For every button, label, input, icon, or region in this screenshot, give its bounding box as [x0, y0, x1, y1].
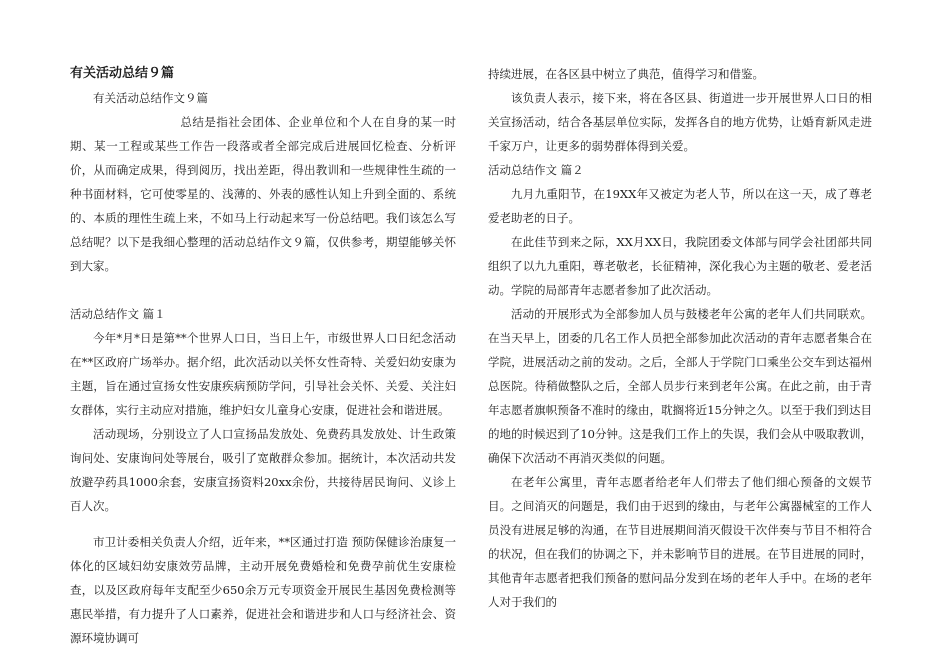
section2-paragraph-1: 九月九重阳节，在19XX年又被定为老人节，所以在这一天，成了尊老爱老助老的日子。 [488, 187, 872, 225]
section1-paragraph-2: 活动现场，分别设立了人口宣扬品发放处、免费药具发放处、计生政策询问处、安康询问处等展台，吸引了宽敞群众参加。据统计，本次活动共发放避孕药具1000余套，安康宣扬资料20xx余份，共接待居民询问、义诊上百人次。 [70, 427, 456, 513]
section2-paragraph-4: 在老年公寓里，青年志愿者给老年人们带去了他们细心预备的文娱节目。之间消灭的问题是，我们由于迟到的缘由，与老年公寓器械室的工作人员没有进展足够的沟通，在节目进展期间消灭假设干次伴奏与节目不相符合的状况，但在我们的协调之下，并未影响节目的进展。在节目进展的同时，其他青年志愿者把我们预备的慰问品分发到在场的老年人手中。在场的老年人对于我们的 [488, 475, 872, 609]
section1-paragraph-5: 该负责人表示，接下来，将在各区县、街道进一步开展世界人口日的相关宣扬活动，结合各基层单位实际，发挥各自的地方优势，让婚育新风走进千家万户，让更多的弱势群体得到关爱。 [488, 91, 872, 153]
spacer [70, 518, 456, 530]
right-column [488, 62, 872, 614]
section2-heading: 活动总结作文 篇２ [488, 163, 584, 177]
section1-heading: 活动总结作文 篇１ [70, 307, 166, 321]
section1-paragraph-4: 持续进展，在各区县中树立了典范，值得学习和借鉴。 [488, 67, 764, 81]
section1-paragraph-1: 今年*月*日是第**个世界人口日，当日上午，市级世界人口日纪念活动在**区政府广场举办。据介绍，此次活动以关怀女性奇特、关爱妇幼安康为主题，旨在通过宣扬女性安康疾病预防学问，引导社会关怀、关爱、关注妇女群体，实行主动应对措施，维护妇女儿童身心安康，促进社会和谐进展。 [70, 331, 456, 417]
intro-paragraph: 总结是指社会团体、企业单位和个人在自身的某一时期、某一工程或某些工作告一段落或者全部完成后进展回忆检查、分析评价，从而确定成果，得到阅历，找出差距，得出教训和一些规律性生疏的一种书面材料，它可使零星的、浅薄的、外表的感性认知上升到全面的、系统的、本质的理性生疏上来，不如马上行动起来写一份总结吧。我们该怎么写总结呢？以下是我细心整理的活动总结作文９篇，仅供参考，期望能够关怀到大家。 [70, 115, 456, 273]
spacer [70, 278, 456, 302]
section2-paragraph-2: 在此佳节到来之际，XX月XX日，我院团委文体部与同学会社团部共同组织了以九九重阳，尊老敬老，长征精神，深化我心为主题的敬老、爱老活动。学院的局部青年志愿者参加了此次活动。 [488, 235, 872, 297]
section2-paragraph-3: 活动的开展形式为全部参加人员与鼓楼老年公寓的老年人们共同联欢。在当天早上，团委的几名工作人员把全部参加此次活动的青年志愿者集合在学院，进展活动之前的发动。之后，全部人于学院门口乘坐公交车到达福州总医院。待稍做整队之后，全部人员步行来到老年公寓。在此之前，由于青年志愿者旗帜预备不准时的缘由，耽搁将近15分钟之久。以至于我们到达目的地的时候迟到了10分钟。这是我们工作上的失误，我们会从中吸取教训，确保下次活动不再消灭类似的问题。 [488, 307, 872, 465]
section1-paragraph-3: 市卫计委相关负责人介绍，近年来，**区通过打造 预防保健诊治康复一体化的区域妇幼安康效劳品牌，主动开展免费婚检和免费孕前优生安康检查，以及区政府每年支配至少650余万元专项资金开展民生基因免费检测等惠民举措，有力提升了人口素养，促进社会和谐进步和人口与经济社会、资源环境协调可 [70, 535, 456, 645]
document-title: 有关活动总结９篇 [70, 66, 175, 81]
left-column [70, 62, 456, 650]
document-subtitle: 有关活动总结作文９篇 [93, 91, 208, 105]
